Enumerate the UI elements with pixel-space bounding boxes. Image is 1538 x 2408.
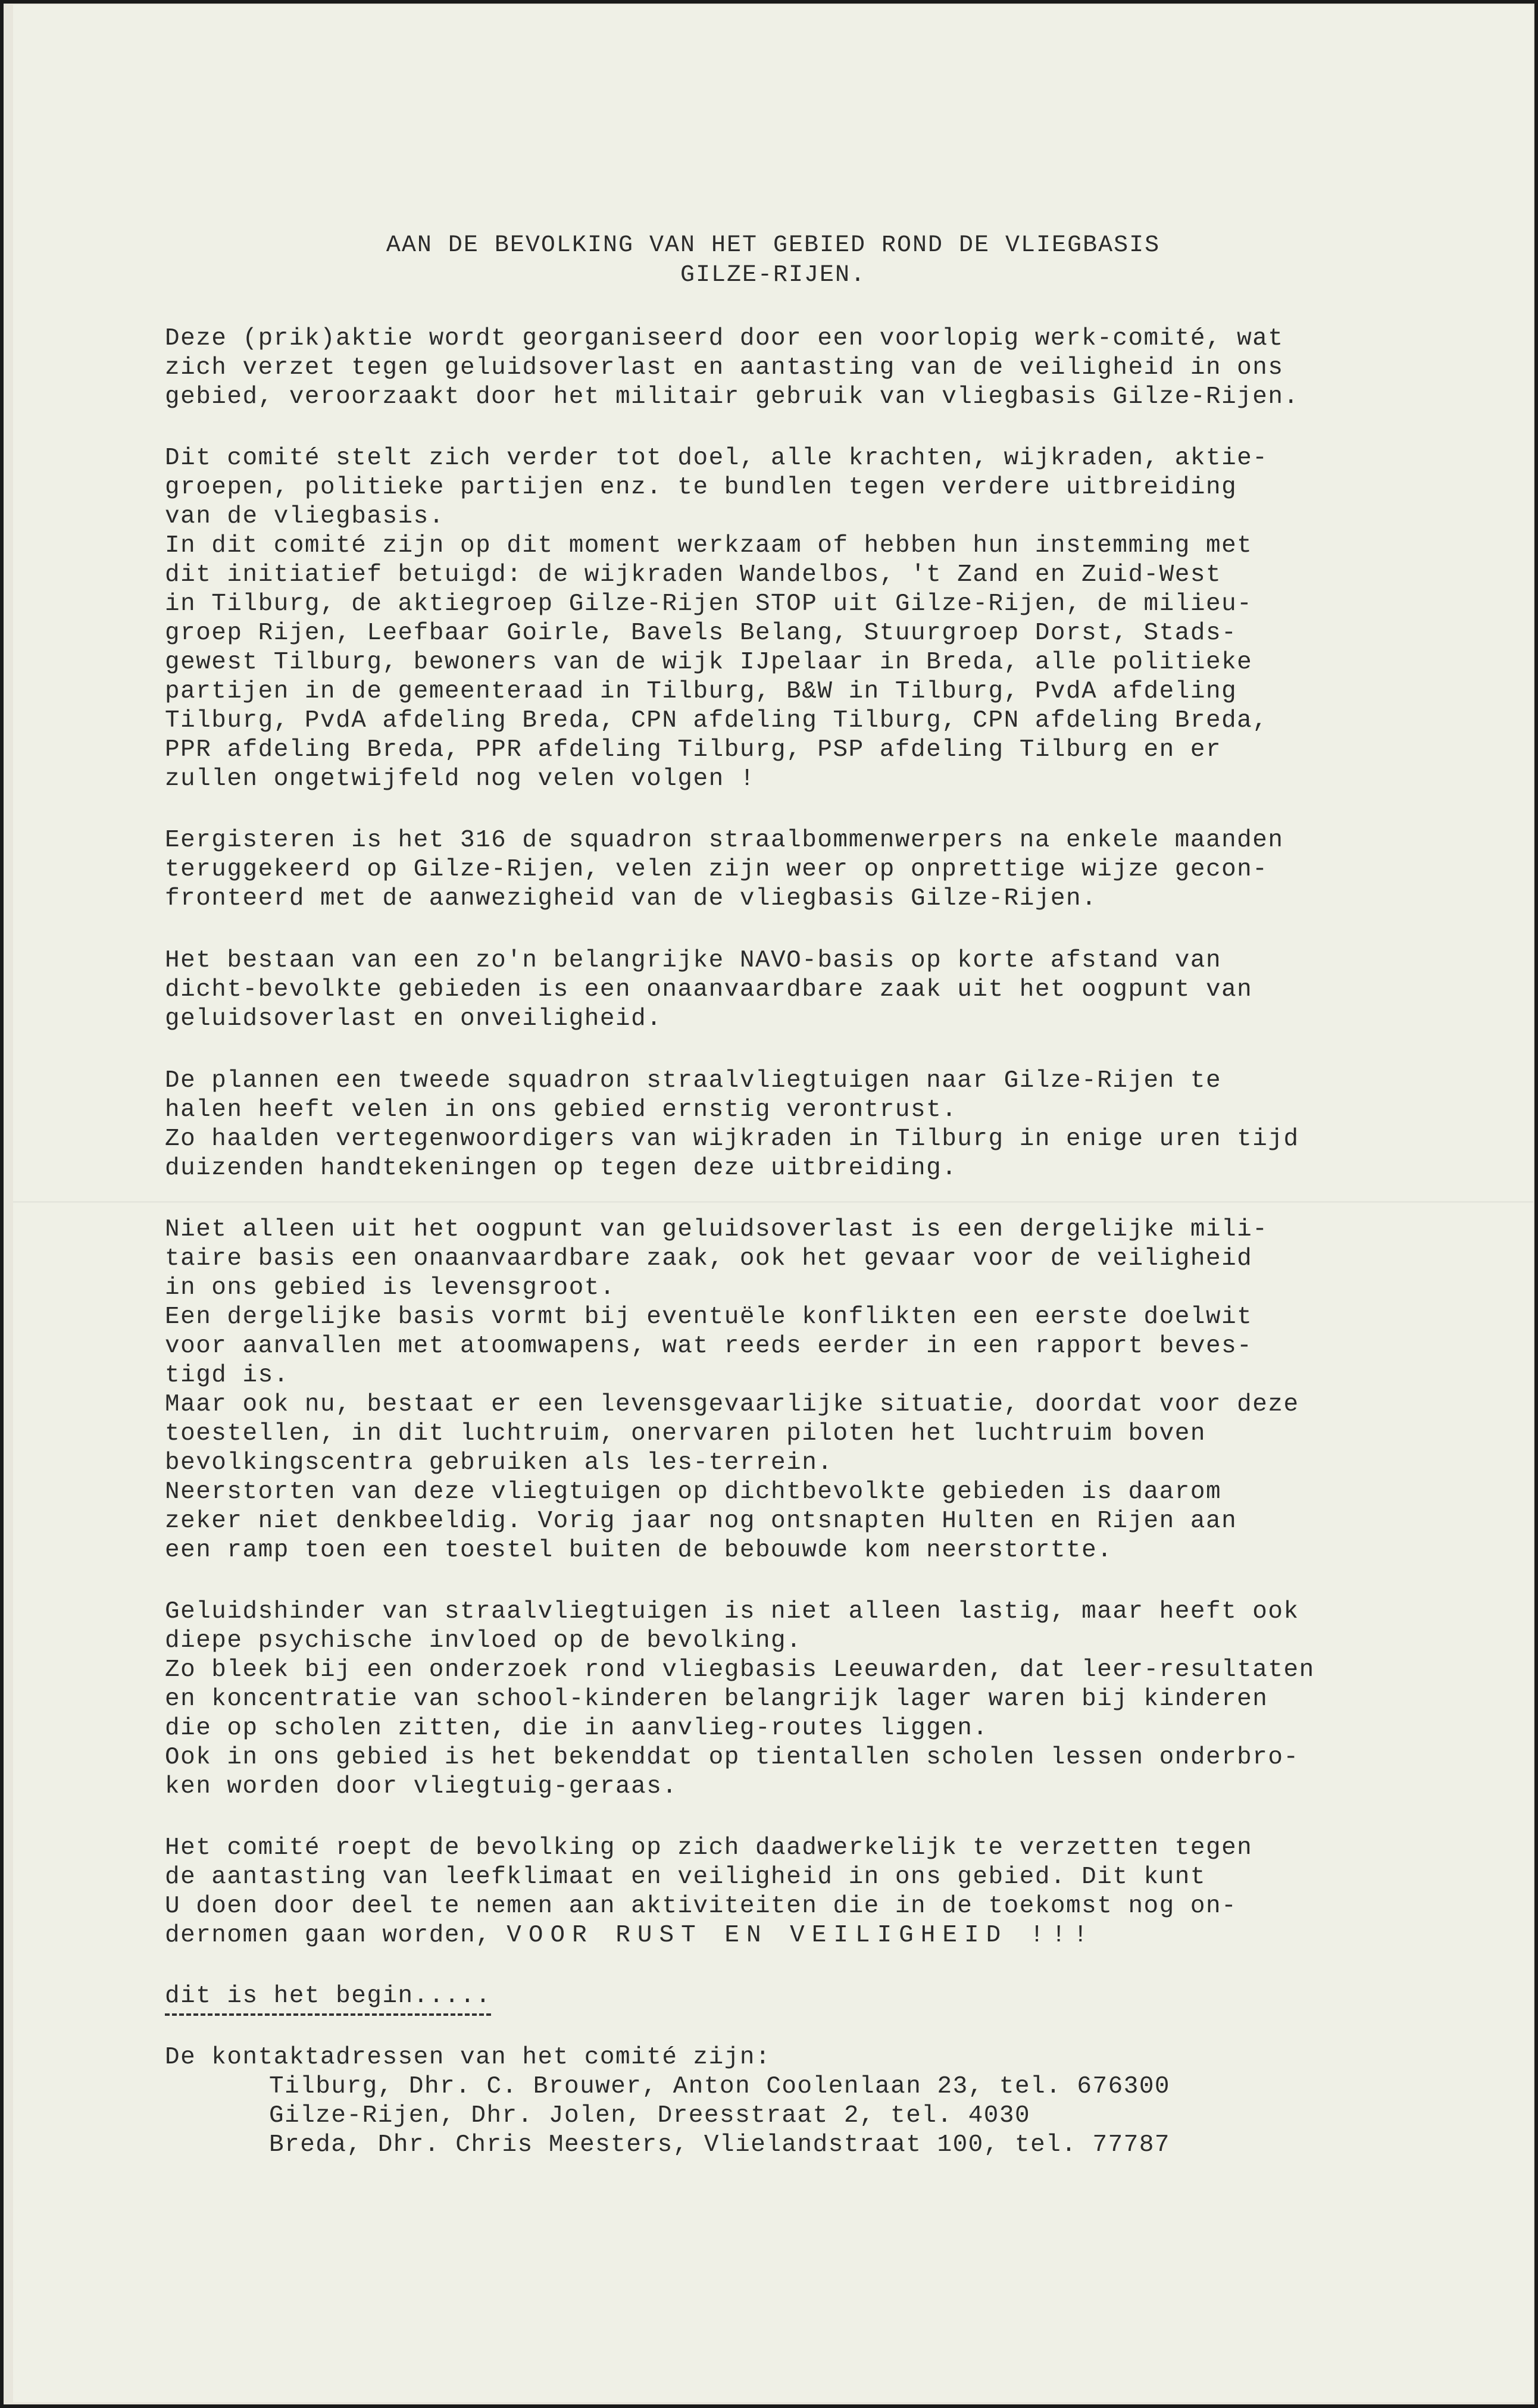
contacts-heading: De kontaktadressen van het comité zijn: [165,2044,771,2071]
paragraph-7-line-6: Ook in ons gebied is het bekenddat op tientallen scholen lessen onderbro- [165,1744,1299,1771]
paragraph-1-line-1: Deze (prik)aktie wordt georganiseerd door een voorlopig werk-comité, wat [165,325,1284,352]
paper-sheet [13,5,1533,2402]
scan-border-top [0,0,1538,4]
paragraph-3-line-3: fronteerd met de aanwezigheid van de vliegbasis Gilze-Rijen. [165,885,1098,912]
paragraph-1-line-3: gebied, veroorzaakt door het militair gebruik van vliegbasis Gilze-Rijen. [165,383,1299,411]
closing-line [165,1982,491,2011]
paragraph-8-line-1: Het comité roept de bevolking op zich daadwerkelijk te verzetten tegen [165,1834,1253,1862]
paragraph-8-line-4-text: dernomen gaan worden, [165,1922,507,1949]
paragraph-6-line-12: een ramp toen een toestel buiten de bebouwde kom neerstortte. [165,1537,1113,1564]
paragraph-3-line-1: Eergisteren is het 316 de squadron straalbommenwerpers na enkele maanden [165,827,1284,854]
paragraph-2-line-12: zullen ongetwijfeld nog velen volgen ! [165,765,755,793]
paragraph-5-line-4: duizenden handtekeningen op tegen deze uitbreiding. [165,1155,958,1182]
paragraph-6-line-4: Een dergelijke basis vormt bij eventuële konflikten een eerste doelwit [165,1303,1253,1331]
paragraph-6-line-7: Maar ook nu, bestaat er een levensgevaarlijke situatie, doordat voor deze [165,1391,1299,1418]
contact-gilze-rijen: Gilze-Rijen, Dhr. Jolen, Dreesstraat 2, tel. 4030 [269,2102,1031,2129]
paragraph-2-line-9: partijen in de gemeenteraad in Tilburg, B&W in Tilburg, PvdA afdeling [165,678,1237,705]
paragraph-2-line-11: PPR afdeling Breda, PPR afdeling Tilburg, PSP afdeling Tilburg en er [165,736,1222,764]
scan-border-right [1534,0,1538,2408]
closing-text: dit is het begin..... [165,1982,491,2016]
paragraph-4-line-3: geluidsoverlast en onveiligheid. [165,1005,662,1033]
paragraph-2-line-5: dit initiatief betuigd: de wijkraden Wandelbos, 't Zand en Zuid-West [165,561,1222,589]
paragraph-5-line-3: Zo haalden vertegenwoordigers van wijkraden in Tilburg in enige uren tijd [165,1125,1299,1153]
paragraph-7-line-7: ken worden door vliegtuig-geraas. [165,1773,678,1800]
paragraph-2-line-8: gewest Tilburg, bewoners van de wijk IJpelaar in Breda, alle politieke [165,649,1253,676]
scan-border-bottom [0,2404,1538,2408]
paragraph-6-line-9: bevolkingscentra gebruiken als les-terrein. [165,1449,833,1477]
paragraph-6-line-10: Neerstorten van deze vliegtuigen op dichtbevolkte gebieden is daarom [165,1478,1222,1506]
paragraph-6-line-11: zeker niet denkbeeldig. Vorig jaar nog ontsnapten Hulten en Rijen aan [165,1508,1237,1535]
paragraph-2-line-2: groepen, politieke partijen enz. te bundlen tegen verdere uitbreiding [165,474,1237,501]
paragraph-4-line-1: Het bestaan van een zo'n belangrijke NAVO-basis op korte afstand van [165,947,1222,974]
paragraph-5-line-1: De plannen een tweede squadron straalvliegtuigen naar Gilze-Rijen te [165,1067,1222,1094]
paragraph-6-line-1: Niet alleen uit het oogpunt van geluidsoverlast is een dergelijke mili- [165,1216,1268,1243]
paragraph-6-line-3: in ons gebied is levensgroot. [165,1274,616,1302]
paragraph-6-line-6: tigd is. [165,1362,289,1389]
paragraph-2-line-7: groep Rijen, Leefbaar Goirle, Bavels Belang, Stuurgroep Dorst, Stads- [165,620,1237,647]
paragraph-8-line-3: U doen door deel te nemen aan aktiviteiten die in de toekomst nog on- [165,1893,1237,1920]
paragraph-3-line-2: teruggekeerd op Gilze-Rijen, velen zijn weer op onprettige wijze gecon- [165,856,1268,883]
paragraph-6-line-5: voor aanvallen met atoomwapens, wat reeds eerder in een rapport beves- [165,1333,1253,1360]
paragraph-1-line-2: zich verzet tegen geluidsoverlast en aantasting van de veiligheid in ons [165,354,1284,381]
slogan: VOOR RUST EN VEILIGHEID !!! [507,1922,1095,1949]
document-title-line-2: GILZE-RIJEN. [680,262,867,289]
paragraph-2-line-1: Dit comité stelt zich verder tot doel, alle krachten, wijkraden, aktie- [165,445,1268,472]
scan-border-left [0,0,4,2408]
contact-tilburg: Tilburg, Dhr. C. Brouwer, Anton Coolenlaan 23, tel. 676300 [269,2073,1171,2100]
paragraph-6-line-2: taire basis een onaanvaardbare zaak, ook het gevaar voor de veiligheid [165,1245,1253,1272]
paragraph-8-line-4 [165,1921,1095,1950]
paragraph-2-line-3: van de vliegbasis. [165,503,445,530]
paragraph-7-line-3: Zo bleek bij een onderzoek rond vliegbasis Leeuwarden, dat leer-resultaten [165,1656,1315,1684]
contact-breda: Breda, Dhr. Chris Meesters, Vlielandstraat 100, tel. 77787 [269,2131,1171,2159]
paragraph-7-line-5: die op scholen zitten, die in aanvlieg-routes liggen. [165,1715,989,1742]
paragraph-8-line-2: de aantasting van leefklimaat en veiligheid in ons gebied. Dit kunt [165,1863,1206,1891]
paragraph-7-line-4: en koncentratie van school-kinderen belangrijk lager waren bij kinderen [165,1685,1268,1713]
paragraph-7-line-1: Geluidshinder van straalvliegtuigen is niet alleen lastig, maar heeft ook [165,1598,1299,1625]
paragraph-4-line-2: dicht-bevolkte gebieden is een onaanvaardbare zaak uit het oogpunt van [165,976,1253,1003]
paper-fold [13,1201,1533,1203]
paragraph-2-line-6: in Tilburg, de aktiegroep Gilze-Rijen STOP uit Gilze-Rijen, de milieu- [165,590,1253,618]
paragraph-2-line-4: In dit comité zijn op dit moment werkzaam of hebben hun instemming met [165,532,1253,559]
paragraph-7-line-2: diepe psychische invloed op de bevolking. [165,1627,802,1655]
paragraph-6-line-8: toestellen, in dit luchtruim, onervaren piloten het luchtruim boven [165,1420,1206,1447]
document-title-line-1: AAN DE BEVOLKING VAN HET GEBIED ROND DE VLIEGBASIS [386,232,1161,259]
paragraph-5-line-2: halen heeft velen in ons gebied ernstig verontrust. [165,1096,958,1124]
paragraph-2-line-10: Tilburg, PvdA afdeling Breda, CPN afdeling Tilburg, CPN afdeling Breda, [165,707,1268,734]
